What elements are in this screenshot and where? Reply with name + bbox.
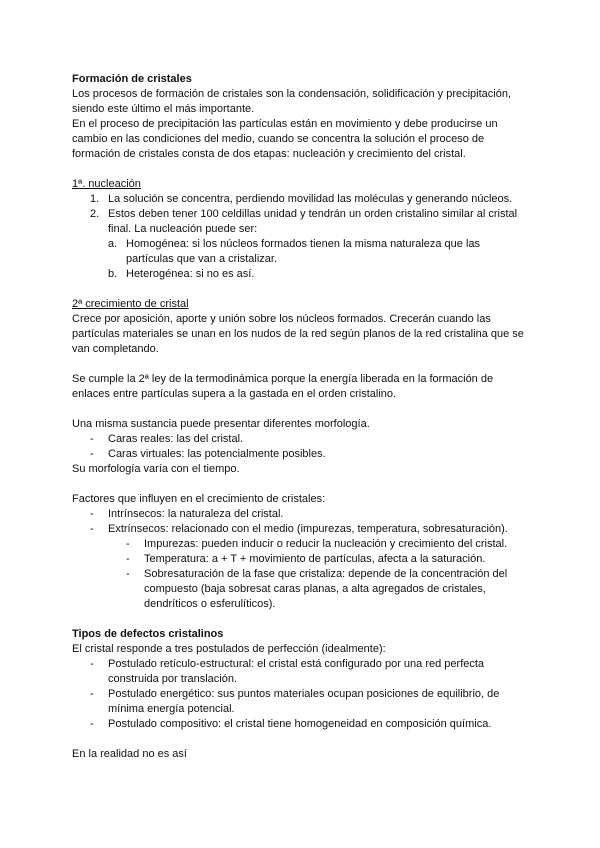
paragraph-realidad: En la realidad no es así [72, 748, 187, 760]
list-marker: 2. [90, 208, 100, 220]
list-item [72, 207, 528, 237]
list-item [72, 552, 528, 567]
paragraph-aposicion: Crece por aposición, aporte y unión sobre los núcleos formados. Crecerán cuando las partículas materiales se unan en los nudos de la red según planos de la red cristalina que se van completando. [72, 313, 524, 355]
list-marker: b. [108, 268, 118, 280]
list-item-text: Heterogénea: si no es así. [126, 268, 255, 280]
list-item [72, 522, 528, 537]
list-marker: - [90, 688, 94, 700]
subsection-title-crecimiento: 2ª crecimiento de cristal [72, 298, 189, 310]
list-item [72, 657, 528, 687]
paragraph-factores: Factores que influyen en el crecimiento de cristales: [72, 493, 326, 505]
list-item-text: Postulado compositivo: el cristal tiene homogeneidad en composición química. [108, 718, 492, 730]
list-marker: - [90, 448, 94, 460]
document-body [72, 72, 528, 762]
list-item-text: Impurezas: pueden inducir o reducir la nucleación y crecimiento del cristal. [144, 538, 508, 550]
list-item-text: Extrínsecos: relacionado con el medio (impurezas, temperatura, sobresaturación). [108, 523, 508, 535]
list-marker: - [90, 658, 94, 670]
list-marker: - [90, 433, 94, 445]
list-item [72, 432, 528, 447]
section-title-defectos: Tipos de defectos cristalinos [72, 628, 224, 640]
list-item [72, 567, 528, 612]
list-item [72, 687, 528, 717]
list-marker: - [90, 508, 94, 520]
list-item-text: Intrínsecos: la naturaleza del cristal. [108, 508, 284, 520]
postulates-list [72, 657, 528, 732]
subsection-title-nucleacion: 1ª. nucleación [72, 178, 141, 190]
paragraph-morfologia: Una misma sustancia puede presentar diferentes morfología. [72, 418, 370, 430]
paragraph-termodinamica: Se cumple la 2ª ley de la termodinámica porque la energía liberada en la formación de enlaces entre partículas supera a la gastada en el orden cristalino. [72, 373, 494, 400]
list-item-text: Postulado energético: sus puntos materiales ocupan posiciones de equilibrio, de mínima energía potencial. [108, 688, 500, 715]
list-item [72, 267, 528, 282]
list-item [72, 192, 528, 207]
list-item-text: Caras reales: las del cristal. [108, 433, 244, 445]
list-item [72, 537, 528, 552]
list-item [72, 717, 528, 732]
paragraph-procesos: Los procesos de formación de cristales son la condensación, solidificación y precipitación, siendo este último el más importante. [72, 88, 512, 115]
nucleation-type-list [72, 237, 528, 282]
list-item-text: Sobresaturación de la fase que cristaliza: depende de la concentración del compuesto (baja sobresat caras planas, a alta agregados de cristales, dendríticos o esferulíticos). [144, 568, 508, 610]
list-marker: - [126, 553, 130, 565]
list-marker: - [126, 538, 130, 550]
paragraph-postulados: El cristal responde a tres postulados de perfección (idealmente): [72, 643, 386, 655]
section-title-formacion: Formación de cristales [72, 73, 192, 85]
list-item [72, 447, 528, 462]
list-marker: - [90, 718, 94, 730]
nucleation-list [72, 192, 528, 237]
list-marker: - [126, 568, 130, 580]
list-item-text: Estos deben tener 100 celdillas unidad y tendrán un orden cristalino similar al cristal final. La nucleación puede ser: [108, 208, 518, 235]
factors-list [72, 507, 528, 537]
list-marker: a. [108, 238, 118, 250]
extrinsic-factors-list [72, 537, 528, 612]
paragraph-morfologia-tiempo: Su morfología varía con el tiempo. [72, 463, 240, 475]
list-marker: 1. [90, 193, 100, 205]
list-item [72, 507, 528, 522]
list-item-text: La solución se concentra, perdiendo movilidad las moléculas y generando núcleos. [108, 193, 513, 205]
list-item [72, 237, 528, 267]
morphology-list [72, 432, 528, 462]
list-item-text: Homogénea: si los núcleos formados tienen la misma naturaleza que las partículas que van a cristalizar. [126, 238, 481, 265]
list-marker: - [90, 523, 94, 535]
list-item-text: Temperatura: a + T + movimiento de partículas, afecta a la saturación. [144, 553, 486, 565]
list-item-text: Caras virtuales: las potencialmente posibles. [108, 448, 326, 460]
paragraph-precipitacion: En el proceso de precipitación las partículas están en movimiento y debe producirse un cambio en las condiciones del medio, cuando se concentra la solución el proceso de formación de cristales consta de dos etapas: nucleación y crecimiento del cristal. [72, 118, 498, 160]
list-item-text: Postulado retículo-estructural: el cristal está configurado por una red perfecta construida por translación. [108, 658, 485, 685]
